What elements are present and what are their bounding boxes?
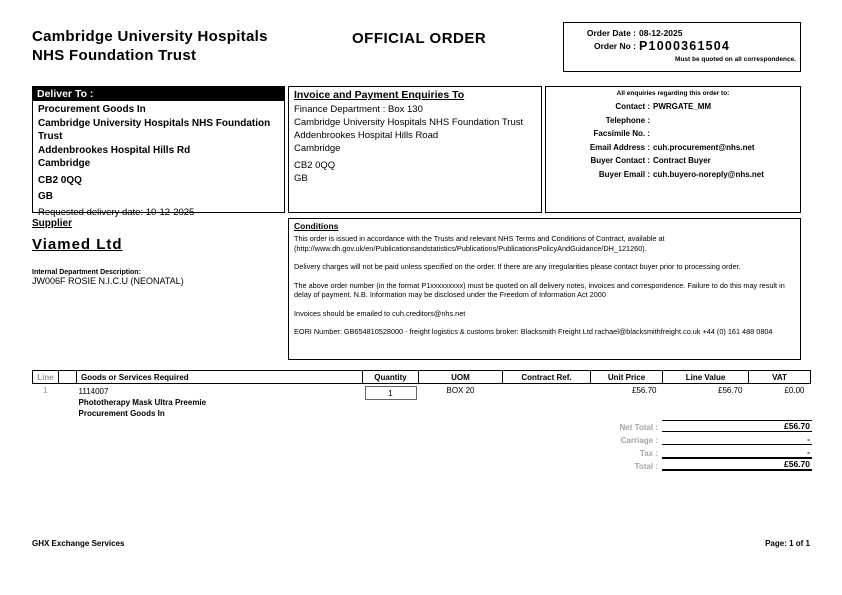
trust-name-line1: Cambridge University Hospitals bbox=[32, 28, 268, 45]
order-no-label: Order No : bbox=[593, 41, 636, 51]
email-value: cuh.procurement@nhs.net bbox=[653, 142, 755, 152]
carriage-label: Carriage : bbox=[620, 436, 658, 445]
conditions-paragraph: Invoices should be emailed to cuh.creditors@nhs.net bbox=[294, 308, 466, 318]
invoice-line: Cambridge University Hospitals NHS Foundation Trust bbox=[294, 117, 524, 128]
order-info-box bbox=[563, 22, 801, 72]
contact-row bbox=[550, 100, 796, 114]
item-spacer bbox=[59, 384, 77, 420]
col-header-uom: UOM bbox=[419, 371, 503, 384]
deliver-to-title: Deliver To : bbox=[33, 87, 284, 101]
item-quantity-cell bbox=[363, 384, 419, 420]
table-header-row bbox=[33, 371, 811, 384]
net-total-row bbox=[560, 420, 812, 432]
supplier-block bbox=[32, 218, 282, 286]
net-total-label: Net Total : bbox=[619, 423, 658, 432]
item-category: Procurement Goods In bbox=[78, 409, 165, 418]
conditions-paragraph: The above order number (in the format P1xxxxxxxxx) must be quoted on all delivery notes, invoices and correspondence. Failure to do this may result in delay of payment. N.B. Information may be disclosed under the Freedom of Information Act 2000 bbox=[294, 280, 785, 299]
deliver-to-box bbox=[32, 86, 285, 218]
conditions-paragraph: EORI Number: GB654810528000 - freight logistics & customs broker: Blacksmith Freight Ltd rachael@blacksmithfreight.co.uk +44 (0) 161 488 0804 bbox=[294, 327, 773, 336]
item-unit-price: £56.70 bbox=[632, 386, 657, 395]
tax-value: - bbox=[662, 447, 812, 458]
deliver-to-address bbox=[33, 101, 284, 220]
footer-service-name: GHX Exchange Services bbox=[32, 539, 125, 548]
trust-name bbox=[32, 27, 268, 65]
enquiries-heading: All enquiries regarding this order to: bbox=[616, 90, 730, 97]
contact-value: PWRGATE_MM bbox=[653, 102, 712, 111]
col-header-unit-price: Unit Price bbox=[591, 371, 663, 384]
conditions-paragraph: Delivery charges will not be paid unless specified on the order. If there are any irregularities please contact buyer prior to processing order. bbox=[294, 262, 741, 271]
item-line-value: £56.70 bbox=[718, 386, 743, 395]
net-total-value: £56.70 bbox=[662, 420, 812, 432]
item-line-number: 1 bbox=[43, 386, 48, 395]
email-label: Email Address : bbox=[589, 142, 650, 152]
telephone-row bbox=[550, 114, 796, 128]
facsimile-label: Facsimile No. : bbox=[593, 129, 650, 138]
col-header-spacer bbox=[59, 371, 77, 384]
buyer-email-label: Buyer Email : bbox=[598, 169, 650, 179]
conditions-paragraph: This order is issued in accordance with the Trusts and relevant NHS Terms and Conditions of Contract, available at (http://www.dh.gov.uk/en/Publicationsandstatistics/Publications/PublicationsPolicyAndGuidance/DH_121260). bbox=[294, 234, 665, 253]
conditions-title: Conditions bbox=[294, 221, 339, 231]
invoice-line: Cambridge bbox=[294, 143, 341, 154]
internal-department-value: JW006F ROSIE N.I.C.U (NEONATAL) bbox=[32, 276, 184, 286]
document-title: OFFICIAL ORDER bbox=[352, 30, 487, 47]
supplier-title: Supplier bbox=[32, 218, 73, 229]
footer-page-number: Page: 1 of 1 bbox=[765, 539, 810, 548]
invoice-enquiries-title: Invoice and Payment Enquiries To bbox=[294, 89, 465, 101]
deliver-postcode: CB2 0QQ bbox=[38, 174, 82, 186]
buyer-email-value: cuh.buyero-noreply@nhs.net bbox=[653, 169, 764, 179]
total-row bbox=[560, 459, 812, 471]
deliver-line: Procurement Goods In bbox=[38, 104, 146, 115]
item-quantity: 1 bbox=[365, 386, 417, 400]
order-date-label: Order Date : bbox=[586, 28, 636, 38]
deliver-line: Cambridge bbox=[38, 158, 91, 169]
col-header-vat: VAT bbox=[749, 371, 811, 384]
total-value: £56.70 bbox=[662, 457, 812, 471]
totals-block bbox=[560, 420, 812, 472]
invoice-enquiries-box bbox=[288, 86, 542, 213]
col-header-contract-ref: Contract Ref. bbox=[503, 371, 591, 384]
col-header-goods: Goods or Services Required bbox=[77, 371, 363, 384]
buyer-contact-value: Contract Buyer bbox=[653, 156, 711, 165]
order-items-table bbox=[32, 370, 811, 419]
buyer-email-row bbox=[550, 168, 796, 182]
item-description: Phototherapy Mask Ultra Preemie bbox=[78, 398, 207, 407]
item-uom: BOX 20 bbox=[446, 386, 475, 395]
conditions-box bbox=[288, 218, 801, 360]
item-vat: £0.00 bbox=[784, 386, 805, 395]
buyer-contact-label: Buyer Contact : bbox=[590, 156, 650, 165]
order-date-value: 08-12-2025 bbox=[639, 28, 683, 38]
invoice-line: Finance Department : Box 130 bbox=[294, 104, 423, 115]
internal-department-label: Internal Department Description: bbox=[32, 269, 141, 276]
deliver-country: GB bbox=[38, 191, 53, 202]
col-header-line-value: Line Value bbox=[663, 371, 749, 384]
table-row bbox=[33, 384, 811, 420]
order-no-value: P1000361504 bbox=[639, 39, 731, 53]
supplier-name: Viamed Ltd bbox=[32, 236, 123, 253]
col-header-line: Line bbox=[33, 371, 59, 384]
invoice-postcode: CB2 0QQ bbox=[294, 160, 336, 171]
carriage-value: - bbox=[662, 434, 812, 445]
item-goods-cell bbox=[77, 384, 363, 420]
requested-delivery-date: Requested delivery date: 10-12-2025 bbox=[38, 206, 195, 218]
contact-box bbox=[545, 86, 801, 213]
item-code: 1114007 bbox=[78, 387, 109, 396]
col-header-quantity: Quantity bbox=[363, 371, 419, 384]
contact-label: Contact : bbox=[615, 102, 650, 111]
email-row bbox=[550, 141, 796, 155]
tax-label: Tax : bbox=[639, 449, 658, 458]
invoice-line: Addenbrookes Hospital Hills Road bbox=[294, 130, 439, 141]
telephone-label: Telephone : bbox=[605, 115, 650, 125]
total-label: Total : bbox=[634, 462, 658, 471]
trust-name-line2: NHS Foundation Trust bbox=[32, 47, 197, 64]
item-contract-ref bbox=[503, 384, 591, 420]
carriage-row bbox=[560, 433, 812, 445]
facsimile-row bbox=[550, 127, 796, 141]
invoice-country: GB bbox=[294, 173, 308, 184]
buyer-contact-row bbox=[550, 154, 796, 168]
deliver-line: Addenbrookes Hospital Hills Rd bbox=[38, 144, 191, 156]
deliver-line: Cambridge University Hospitals NHS Foundation Trust bbox=[38, 117, 271, 142]
order-no-row bbox=[564, 40, 800, 53]
order-note: Must be quoted on all correspondence. bbox=[675, 56, 796, 63]
